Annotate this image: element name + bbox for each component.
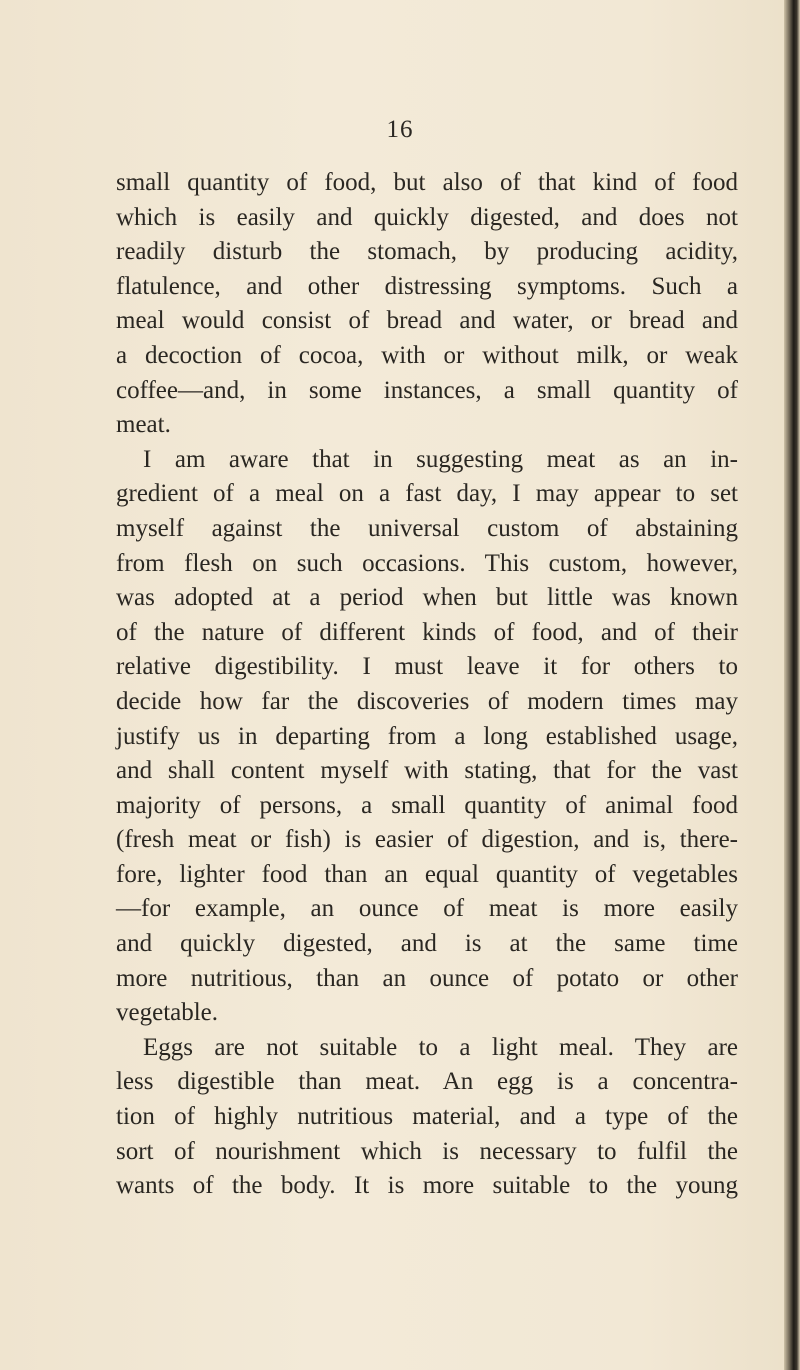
text-line: readily disturb the stomach, by producing acidity,: [116, 238, 738, 266]
text-line: flatulence, and other distressing symptoms. Such a: [116, 272, 738, 300]
text-line: Eggs are not suitable to a light meal. They are: [143, 1033, 738, 1061]
text-line: decide how far the discoveries of modern times may: [116, 687, 738, 715]
text-line: more nutritious, than an ounce of potato or other: [116, 964, 738, 992]
text-line: tion of highly nutritious material, and a type of the: [116, 1103, 738, 1131]
text-line: which is easily and quickly digested, and does not: [116, 203, 738, 231]
text-line: meal would consist of bread and water, or bread and: [116, 307, 738, 335]
text-line: was adopted at a period when but little was known: [116, 584, 738, 612]
text-line: (fresh meat or fish) is easier of digestion, and is, there-: [116, 826, 738, 854]
text-line: justify us in departing from a long established usage,: [116, 722, 738, 750]
text-line: from flesh on such occasions. This custom, however,: [116, 549, 738, 577]
text-line: vegetable.: [116, 999, 219, 1027]
text-line: a decoction of cocoa, with or without milk, or weak: [116, 341, 738, 369]
page-number: 16: [386, 116, 414, 143]
text-line: fore, lighter food than an equal quantity of vegetables: [116, 860, 738, 888]
text-line: myself against the universal custom of abstaining: [116, 514, 738, 542]
text-line: majority of persons, a small quantity of animal food: [116, 791, 738, 819]
text-line: —for example, an ounce of meat is more easily: [116, 895, 738, 923]
body-text: [116, 166, 738, 1204]
text-line: relative digestibility. I must leave it for others to: [116, 653, 738, 681]
text-line: meat.: [116, 411, 171, 439]
text-line: less digestible than meat. An egg is a concentra-: [116, 1068, 738, 1096]
text-line: gredient of a meal on a fast day, I may appear to set: [116, 480, 738, 508]
text-line: coffee—and, in some instances, a small quantity of: [116, 376, 738, 404]
text-line: sort of nourishment which is necessary to fulfil the: [116, 1137, 738, 1165]
page-binding-edge: [784, 0, 800, 1370]
text-line: and quickly digested, and is at the same time: [116, 930, 738, 958]
text-line: I am aware that in suggesting meat as an in-: [143, 445, 738, 473]
text-line: of the nature of different kinds of food, and of their: [116, 618, 738, 646]
text-line: and shall content myself with stating, that for the vast: [116, 757, 738, 785]
text-line: small quantity of food, but also of that kind of food: [116, 169, 738, 196]
text-line: wants of the body. It is more suitable to the young: [116, 1172, 738, 1200]
